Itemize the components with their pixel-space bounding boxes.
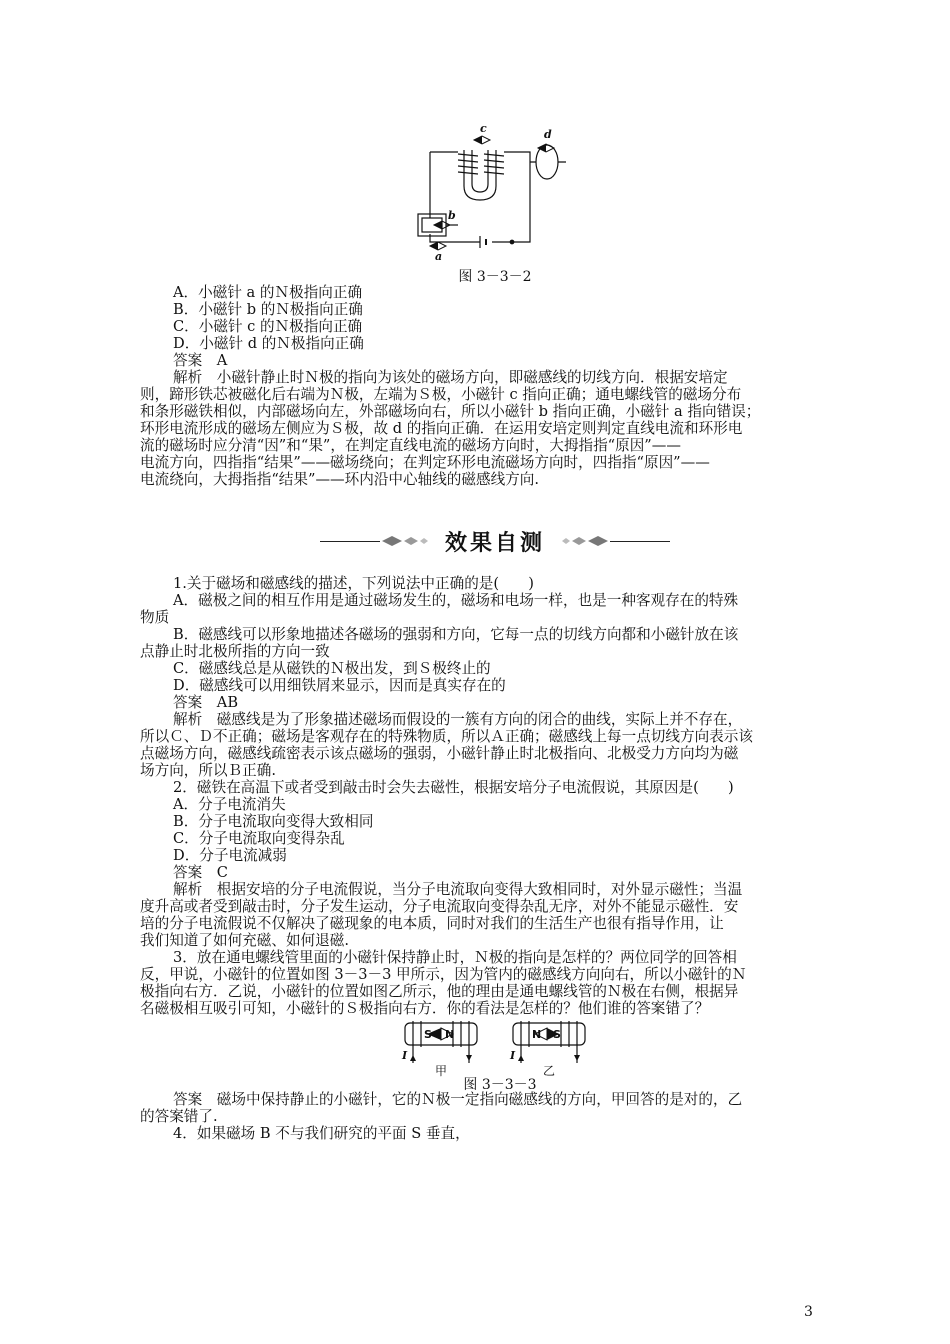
current-arrow-icon — [410, 1055, 416, 1061]
page-number: 3 — [804, 1304, 813, 1320]
q1-analysis: 点磁场方向，磁感线疏密表示该点磁场的强弱，小磁针静止时北极指向、北极受力方向均为磁 — [140, 745, 739, 762]
pole-s-label: S — [553, 1028, 561, 1041]
section-header — [320, 524, 670, 558]
analysis-line: 解析 小磁针静止时Ｎ极的指向为该处的磁场方向，即磁感线的切线方向．根据安培定 — [173, 369, 728, 386]
label-d: d — [544, 128, 552, 141]
current-arrow-icon — [574, 1055, 580, 1061]
section-title: 效果自测 — [444, 531, 545, 556]
label-b: b — [448, 209, 456, 222]
q1-option-a-cont: 物质 — [140, 609, 170, 626]
label-yi: 乙 — [543, 1064, 556, 1077]
q3-answer: 答案 磁场中保持静止的小磁针，它的Ｎ极一定指向磁感线的方向，甲回答的是对的，乙 — [173, 1091, 743, 1108]
analysis-line: 电流绕向，大拇指指“结果”——环内沿中心轴线的磁感线方向. — [140, 471, 540, 488]
option-b: B．小磁针 b 的Ｎ极指向正确 — [173, 301, 363, 318]
q2-option: A．分子电流消失 — [173, 796, 286, 813]
pole-n-label: N — [532, 1028, 542, 1041]
analysis-line: 电流方向，四指指“结果”——磁场绕向；在判定环形电流磁场方向时，四指指“原因”—— — [140, 454, 710, 471]
option-a: A．小磁针 a 的Ｎ极指向正确 — [173, 284, 363, 301]
question-3-stem: 极指向右方．乙说，小磁针的位置如图乙所示，他的理由是通电螺线管的Ｎ极在右侧，根据异 — [140, 983, 739, 1000]
q2-analysis: 培的分子电流假说不仅解决了磁现象的电本质，同时对我们的生活生产也很有指导作用，让 — [140, 915, 724, 932]
label-a: a — [435, 250, 443, 262]
figure-caption-3-3-3: 图 3－3－3 — [463, 1077, 537, 1093]
ornament-left-icon — [380, 534, 430, 548]
q1-option-b-cont: 点静止时北极所指的方向一致 — [140, 643, 330, 660]
current-arrow-icon — [466, 1055, 472, 1061]
q2-analysis: 解析 根据安培的分子电流假说，当分子电流取向变得大致相同时，对外显示磁性；当温 — [173, 881, 743, 898]
option-c: C．小磁针 c 的Ｎ极指向正确 — [173, 318, 363, 335]
q3-answer-cont: 的答案错了. — [140, 1108, 218, 1125]
question-1-stem: 1.关于磁场和磁感线的描述，下列说法中正确的是( ) — [173, 575, 534, 592]
figure-3-3-3 — [395, 1015, 605, 1077]
question-3-stem: 反，甲说，小磁针的位置如图 3－3－3 甲所示，因为管内的磁感线方向向右，所以小磁针的Ｎ — [140, 966, 747, 983]
question-4-stem: 4．如果磁场 B 不与我们研究的平面 S 垂直， — [173, 1125, 470, 1142]
q1-analysis: 解析 磁感线是为了形象描述磁场而假设的一簇有方向的闭合的曲线，实际上并不存在， — [173, 711, 743, 728]
question-2-stem: 2．磁铁在高温下或者受到敲击时会失去磁性，根据安培分子电流假说，其原因是( ) — [173, 779, 734, 796]
question-3-stem: 3．放在通电螺线管里面的小磁针保持静止时，Ｎ极的指向是怎样的？两位同学的回答相 — [173, 949, 737, 966]
analysis-line: 则，蹄形铁芯被磁化后右端为Ｎ极，左端为Ｓ极，小磁针 c 指向正确；通电螺线管的磁场分布 — [140, 386, 742, 403]
q2-option: C．分子电流取向变得杂乱 — [173, 830, 345, 847]
label-jia: 甲 — [435, 1064, 448, 1077]
current-label: I — [510, 1049, 516, 1062]
question-3-stem: 名磁极相互吸引可知，小磁针的Ｓ极指向右方．你的看法是怎样的？他们谁的答案错了？ — [140, 1000, 710, 1017]
current-label: I — [402, 1049, 408, 1062]
analysis-line: 环形电流形成的磁场左侧应为Ｓ极，故 d 的指向正确．在运用安培定则判定直线电流和环形电 — [140, 420, 743, 437]
label-c: c — [480, 122, 487, 135]
figure-3-3-2 — [400, 122, 590, 262]
pole-s-label: S — [424, 1028, 432, 1041]
q1-analysis: 所以Ｃ、Ｄ不正确；磁场是客观存在的特殊物质，所以Ａ正确；磁感线上每一点切线方向表示该 — [140, 728, 753, 745]
q2-analysis: 我们知道了如何充磁、如何退磁. — [140, 932, 349, 949]
q1-option-a: A．磁极之间的相互作用是通过磁场发生的，磁场和电场一样，也是一种客观存在的特殊 — [173, 592, 739, 609]
q1-option-c: C．磁感线总是从磁铁的Ｎ极出发，到Ｓ极终止的 — [173, 660, 491, 677]
answer-text: 答案 A — [173, 352, 228, 369]
current-arrow-icon — [518, 1055, 524, 1061]
option-d: D．小磁针 d 的Ｎ极指向正确 — [173, 335, 364, 352]
ornament-right-icon — [560, 534, 610, 548]
q2-option: B．分子电流取向变得大致相同 — [173, 813, 374, 830]
pole-n-label: N — [445, 1028, 455, 1041]
q1-analysis: 场方向，所以Ｂ正确. — [140, 762, 276, 779]
analysis-line: 流的磁场时应分清“因”和“果”，在判定直线电流的磁场方向时，大拇指指“原因”—— — [140, 437, 681, 454]
figure-caption-3-3-2: 图 3－3－2 — [458, 269, 532, 285]
q1-option-b: B．磁感线可以形象地描述各磁场的强弱和方向，它每一点的切线方向都和小磁针放在该 — [173, 626, 739, 643]
q1-answer: 答案 AB — [173, 694, 239, 711]
q1-option-d: D．磁感线可以用细铁屑来显示，因而是真实存在的 — [173, 677, 506, 694]
q2-analysis: 度升高或者受到敲击时，分子发生运动，分子电流取向变得杂乱无序，对外不能显示磁性．安 — [140, 898, 739, 915]
analysis-line: 和条形磁铁相似，内部磁场向左，外部磁场向右，所以小磁针 b 指向正确，小磁针 a 指向错误； — [140, 403, 761, 420]
q2-option: D．分子电流减弱 — [173, 847, 287, 864]
q2-answer: 答案 C — [173, 864, 228, 881]
